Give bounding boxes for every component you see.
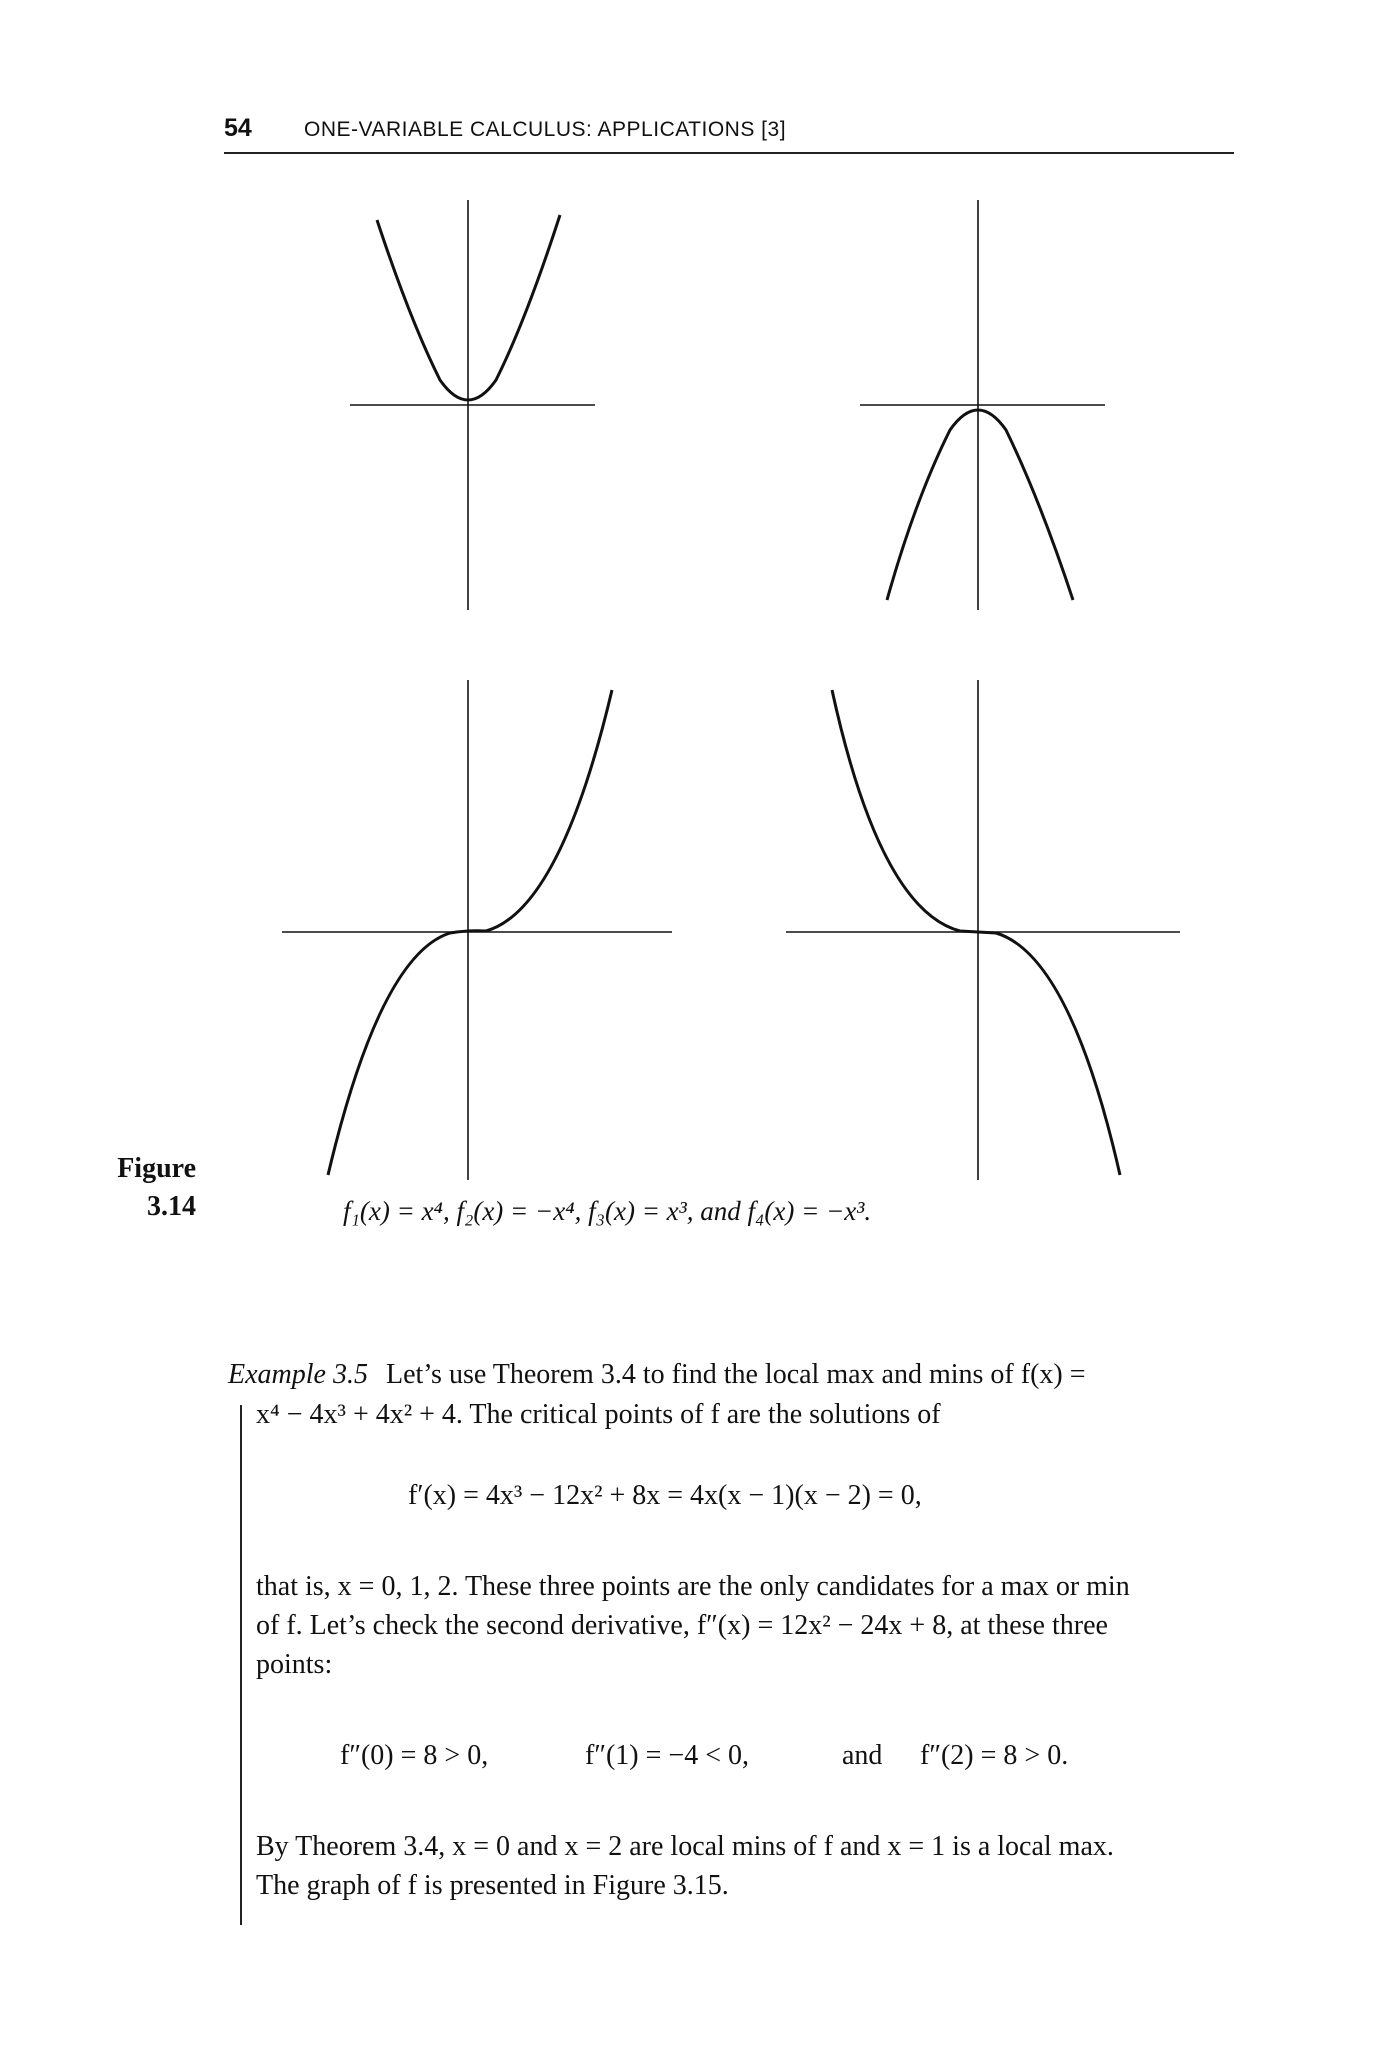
- paragraph-2-line1: that is, x = 0, 1, 2. These three points are the only candidates for a max or min: [256, 1571, 1130, 1602]
- graph-f2-neg-x4: [860, 200, 1105, 610]
- graph-f1-x4: [350, 200, 595, 610]
- example-intro-line1: Let’s use Theorem 3.4 to find the local max and mins of f(x) =: [385, 1359, 1086, 1390]
- figure-label-number: 3.14: [147, 1191, 196, 1222]
- example-title: Example 3.5: [228, 1359, 368, 1390]
- equation-and: and: [842, 1740, 883, 1771]
- paragraph-3-line2: The graph of f is presented in Figure 3.15.: [256, 1870, 729, 1901]
- figure-caption: f₁(x) = x⁴, f₂(x) = −x⁴, f₃(x) = x³, and f₄(x) = −x³.: [343, 1196, 872, 1226]
- page-number: 54: [224, 114, 252, 142]
- paragraph-3-line1: By Theorem 3.4, x = 0 and x = 2 are local mins of f and x = 1 is a local max.: [256, 1831, 1114, 1862]
- f2-curve: [887, 410, 1073, 600]
- graph-f4-neg-x3: [786, 680, 1180, 1180]
- graph-f3-x3: [282, 680, 672, 1180]
- example-margin-bar: [240, 1405, 242, 1925]
- paragraph-2-line2: of f. Let’s check the second derivative, f″(x) = 12x² − 24x + 8, at these three: [256, 1610, 1108, 1641]
- example-intro: [228, 1356, 1238, 1394]
- equation-second-derivative-1: f″(1) = −4 < 0,: [585, 1740, 750, 1771]
- equation-first-derivative: f′(x) = 4x³ − 12x² + 8x = 4x(x − 1)(x − 2) = 0,: [408, 1480, 922, 1511]
- figure-label-word: Figure: [117, 1153, 196, 1184]
- example-intro-line2: x⁴ − 4x³ + 4x² + 4. The critical points of f are the solutions of: [256, 1399, 941, 1430]
- paragraph-2-line3: points:: [256, 1649, 333, 1680]
- figure-label: [96, 1150, 196, 1226]
- equation-second-derivative-0: f″(0) = 8 > 0,: [340, 1740, 489, 1771]
- running-head: ONE-VARIABLE CALCULUS: APPLICATIONS [3]: [304, 118, 787, 141]
- equation-second-derivative-2: f″(2) = 8 > 0.: [920, 1740, 1069, 1771]
